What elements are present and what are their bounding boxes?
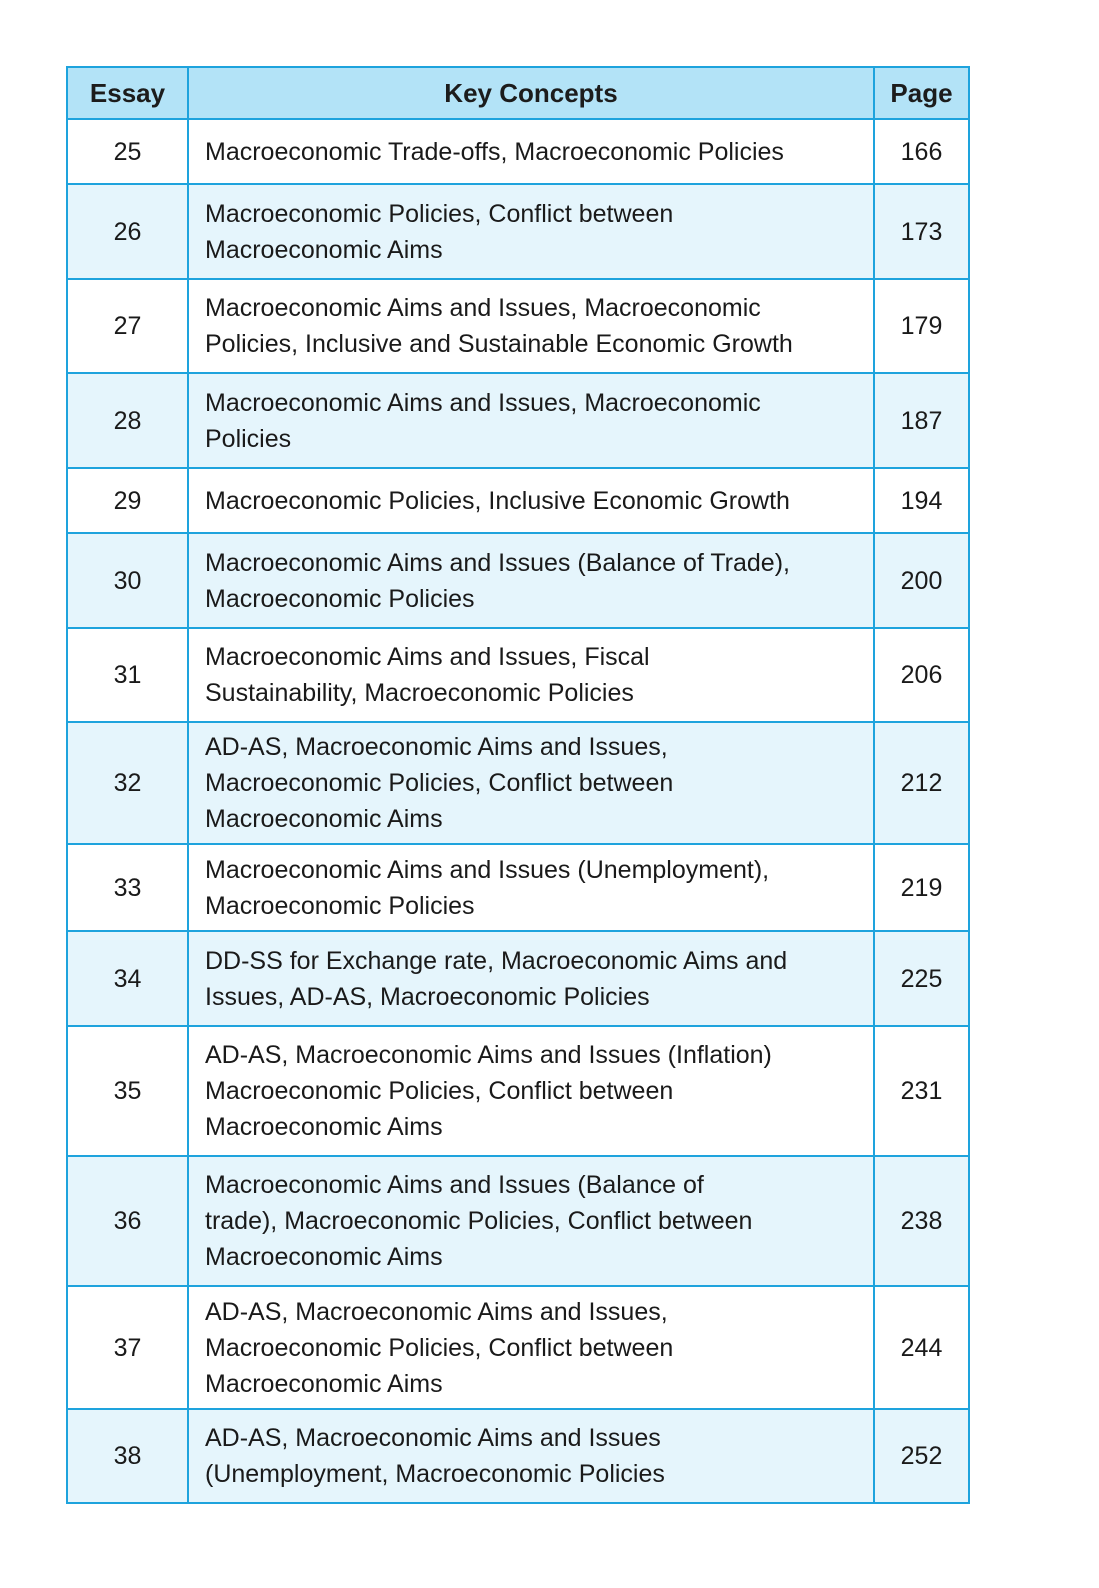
key-concepts-line: Macroeconomic Aims and Issues, Macroeconomic bbox=[205, 294, 761, 322]
table-row bbox=[67, 468, 969, 533]
key-concepts-line: Macroeconomic Aims and Issues (Balance of bbox=[205, 1171, 704, 1199]
page-number: 212 bbox=[874, 722, 969, 844]
key-concepts-cell bbox=[188, 628, 874, 722]
essay-number: 35 bbox=[67, 1026, 188, 1156]
key-concepts-line: Macroeconomic Aims bbox=[205, 1243, 443, 1271]
key-concepts-cell bbox=[188, 1409, 874, 1503]
page-number: 238 bbox=[874, 1156, 969, 1286]
key-concepts-line: DD-SS for Exchange rate, Macroeconomic Aims and bbox=[205, 946, 788, 975]
key-concepts-line: AD-AS, Macroeconomic Aims and Issues, bbox=[205, 733, 668, 761]
key-concepts-cell bbox=[188, 931, 874, 1026]
essay-number: 34 bbox=[67, 931, 188, 1026]
table-row bbox=[67, 628, 969, 722]
key-concepts-line: Policies bbox=[205, 424, 292, 453]
header-page: Page bbox=[874, 67, 969, 119]
key-concepts-line: Macroeconomic Policies, Conflict between bbox=[205, 769, 674, 797]
key-concepts-cell bbox=[188, 468, 874, 533]
page-number: 231 bbox=[874, 1026, 969, 1156]
essay-number: 28 bbox=[67, 373, 188, 468]
page-number: 187 bbox=[874, 373, 969, 468]
key-concepts-cell bbox=[188, 119, 874, 184]
key-concepts-cell bbox=[188, 533, 874, 628]
table-row bbox=[67, 1409, 969, 1503]
table-row bbox=[67, 533, 969, 628]
page-number: 244 bbox=[874, 1286, 969, 1409]
table-row bbox=[67, 279, 969, 373]
essay-number: 36 bbox=[67, 1156, 188, 1286]
table-row bbox=[67, 373, 969, 468]
key-concepts-cell bbox=[188, 1156, 874, 1286]
key-concepts-line: Macroeconomic Aims and Issues (Balance of Trade), bbox=[205, 548, 790, 577]
key-concepts-line: Macroeconomic Aims bbox=[205, 235, 443, 264]
key-concepts-cell bbox=[188, 844, 874, 931]
essay-concepts-table bbox=[66, 66, 970, 1504]
essay-number: 25 bbox=[67, 119, 188, 184]
key-concepts-line: AD-AS, Macroeconomic Aims and Issues bbox=[205, 1424, 661, 1452]
key-concepts-line: Macroeconomic Aims bbox=[205, 805, 443, 833]
key-concepts-line: Macroeconomic Aims bbox=[205, 1113, 443, 1141]
key-concepts-line: Macroeconomic Policies, Conflict between bbox=[205, 199, 674, 228]
page-number: 173 bbox=[874, 184, 969, 279]
header-essay: Essay bbox=[67, 67, 188, 119]
table-row bbox=[67, 844, 969, 931]
table-header-row bbox=[67, 67, 969, 119]
key-concepts-line: AD-AS, Macroeconomic Aims and Issues, bbox=[205, 1297, 668, 1326]
essay-number: 29 bbox=[67, 468, 188, 533]
key-concepts-cell bbox=[188, 1286, 874, 1409]
essay-number: 38 bbox=[67, 1409, 188, 1503]
key-concepts-line: (Unemployment, Macroeconomic Policies bbox=[205, 1460, 665, 1488]
table-row bbox=[67, 1286, 969, 1409]
key-concepts-cell bbox=[188, 1026, 874, 1156]
page-number: 179 bbox=[874, 279, 969, 373]
essay-number: 27 bbox=[67, 279, 188, 373]
page-number: 200 bbox=[874, 533, 969, 628]
page-number: 166 bbox=[874, 119, 969, 184]
key-concepts-line: Policies, Inclusive and Sustainable Economic Growth bbox=[205, 330, 793, 358]
essay-number: 31 bbox=[67, 628, 188, 722]
key-concepts-line: Sustainability, Macroeconomic Policies bbox=[205, 679, 634, 707]
table-body bbox=[67, 119, 969, 1503]
table-row bbox=[67, 1026, 969, 1156]
page-number: 206 bbox=[874, 628, 969, 722]
key-concepts-line: Issues, AD-AS, Macroeconomic Policies bbox=[205, 982, 650, 1011]
key-concepts-line: Macroeconomic Trade-offs, Macroeconomic Policies bbox=[205, 137, 784, 166]
page-number: 219 bbox=[874, 844, 969, 931]
key-concepts-line: Macroeconomic Aims bbox=[205, 1369, 443, 1398]
essay-number: 37 bbox=[67, 1286, 188, 1409]
key-concepts-cell bbox=[188, 373, 874, 468]
header-key-concepts: Key Concepts bbox=[188, 67, 874, 119]
table-row bbox=[67, 722, 969, 844]
essay-number: 32 bbox=[67, 722, 188, 844]
page-number: 252 bbox=[874, 1409, 969, 1503]
key-concepts-line: Macroeconomic Policies, Conflict between bbox=[205, 1077, 674, 1105]
table-row bbox=[67, 119, 969, 184]
key-concepts-line: Macroeconomic Policies bbox=[205, 891, 475, 920]
essay-number: 33 bbox=[67, 844, 188, 931]
essay-number: 26 bbox=[67, 184, 188, 279]
table-row bbox=[67, 931, 969, 1026]
key-concepts-line: Macroeconomic Policies bbox=[205, 584, 475, 613]
key-concepts-line: trade), Macroeconomic Policies, Conflict between bbox=[205, 1207, 753, 1235]
key-concepts-line: Macroeconomic Policies, Inclusive Economic Growth bbox=[205, 486, 790, 515]
key-concepts-line: Macroeconomic Policies, Conflict between bbox=[205, 1333, 674, 1362]
key-concepts-cell bbox=[188, 184, 874, 279]
table-row bbox=[67, 1156, 969, 1286]
key-concepts-line: Macroeconomic Aims and Issues (Unemployment), bbox=[205, 855, 770, 884]
page-number: 225 bbox=[874, 931, 969, 1026]
essay-number: 30 bbox=[67, 533, 188, 628]
key-concepts-cell bbox=[188, 279, 874, 373]
table-row bbox=[67, 184, 969, 279]
key-concepts-line: Macroeconomic Aims and Issues, Fiscal bbox=[205, 643, 650, 671]
key-concepts-line: AD-AS, Macroeconomic Aims and Issues (Inflation) bbox=[205, 1041, 772, 1069]
key-concepts-line: Macroeconomic Aims and Issues, Macroeconomic bbox=[205, 388, 761, 417]
page-number: 194 bbox=[874, 468, 969, 533]
key-concepts-cell bbox=[188, 722, 874, 844]
